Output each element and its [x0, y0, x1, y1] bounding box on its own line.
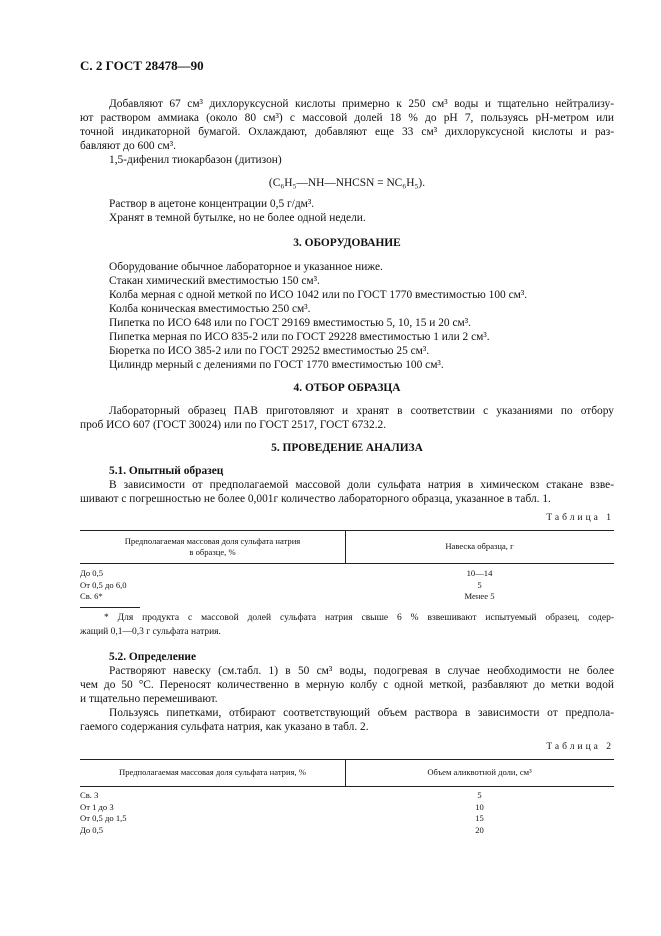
equipment-item: Оборудование обычное лабораторное и указанное ниже. [109, 261, 383, 273]
table-1-range: От 0,5 до 6,0 [80, 579, 127, 590]
table-1-range: Св. 6* [80, 591, 103, 601]
intro-line-1: Добавляют 67 см³ дихлоруксусной кислоты примерно к 250 см³ воды и тщательно нейтрализу- [109, 98, 614, 110]
subsection-5-2-title: 5.2. Определение [109, 651, 197, 663]
table-2-header-rule [80, 786, 614, 787]
table-2-col1-header: Предполагаемая массовая доля сульфата натрия, % [118, 767, 306, 777]
table-2-top-rule [80, 759, 614, 760]
table-1-range: До 0,5 [80, 568, 104, 578]
table-2-range: От 1 до 3 [80, 801, 114, 812]
page-header: С. 2 ГОСТ 28478—90 [80, 58, 204, 73]
table-2-value: 20 [475, 824, 484, 835]
table-1-value: 10—14 [466, 568, 493, 578]
subsection-5-2-line-5: гаемого содержания сульфата натрия, как указано в табл. 2. [80, 721, 369, 733]
subsection-5-1-line-1: В зависимости от предполагаемой массовой доли сульфата натрия в химическом стакане взве- [109, 479, 614, 491]
section-4-title: 4. ОТБОР ОБРАЗЦА [293, 382, 401, 394]
footnote-rule [80, 607, 140, 608]
table-2-col2-header: Объем аликвотной доли, см³ [427, 767, 532, 777]
table-1-caption: Таблица 1 [546, 513, 614, 523]
intro-line-4: бавляют до 600 см³. [80, 140, 176, 152]
table-2-range: Св. 3 [80, 790, 99, 800]
chemical-formula: (C₆H₅—NH—NHCSN = NC₆H₅). [268, 177, 426, 189]
table-1-col2-header: Навеска образца, г [445, 541, 514, 551]
table-1-header-rule [80, 563, 614, 564]
table-1-top-rule [80, 530, 614, 531]
table-2-value: 5 [477, 790, 482, 800]
storage-text: Хранят в темной бутылке, но не более одной недели. [109, 212, 366, 224]
table-1-footnote-line-2: жащий 0,1—0,3 г сульфата натрия. [80, 627, 221, 637]
subsection-5-2-line-4: Пользуясь пипетками, отбирают соответствующий объем раствора в зависимости от предпола- [109, 707, 614, 719]
subsection-5-2-line-2: чем до 50 °С. Переносят количественно в мерную колбу с одной меткой, разбавляют до метки водой [80, 679, 614, 691]
table-2-range: От 0,5 до 1,5 [80, 813, 127, 823]
equipment-item: Пипетка по ИСО 648 или по ГОСТ 29169 вместимостью 5, 10, 15 и 20 см³. [109, 317, 471, 329]
section-5-title: 5. ПРОВЕДЕНИЕ АНАЛИЗА [271, 442, 423, 454]
reagent-name: 1,5-дифенил тиокарбазон (дитизон) [109, 154, 282, 166]
table-1-col1-header-line2: в образце, % [189, 547, 236, 557]
table-1-footnote-line-1: * Для продукта с массовой долей сульфата натрия свыше 6 % взвешивают испытуемый образец, содер- [104, 613, 614, 623]
subsection-5-2-line-3: и тщательно перемешивают. [80, 693, 218, 705]
solution-text: Раствор в ацетоне концентрации 0,5 г/дм³. [109, 198, 315, 210]
table-2-value: 10 [475, 801, 484, 812]
section-3-title: 3. ОБОРУДОВАНИЕ [293, 237, 401, 249]
subsection-5-1-line-2: шивают с погрешностью не более 0,001г количество лабораторного образца, указанное в табл. 1. [80, 493, 551, 505]
intro-line-3: точной индикаторной бумагой. Охлаждают, добавляют еще 33 см³ дихлоруксусной кислоты и раз- [80, 126, 614, 138]
subsection-5-2-line-1: Растворяют навеску (см.табл. 1) в 50 см³ воды, подогревая в случае необходимости не более [109, 665, 614, 677]
equipment-item: Бюретка по ИСО 385-2 или по ГОСТ 29252 вместимостью 25 см³. [109, 345, 430, 357]
table-2-caption: Таблица 2 [546, 742, 614, 752]
equipment-item: Стакан химический вместимостью 150 см³. [109, 275, 320, 287]
table-1-value: Менее 5 [464, 591, 495, 601]
table-1-col1-header-line1: Предполагаемая массовая доля сульфата натрия [124, 536, 301, 546]
table-1-value: 5 [477, 579, 482, 590]
equipment-item: Колба коническая вместимостью 250 см³. [109, 303, 311, 315]
equipment-item: Пипетка мерная по ИСО 835-2 или по ГОСТ 29228 вместимостью 1 или 2 см³. [109, 331, 490, 343]
equipment-item: Колба мерная с одной меткой по ИСО 1042 или по ГОСТ 1770 вместимостью 100 см³. [109, 289, 528, 301]
section-4-line-2: проб ИСО 607 (ГОСТ 30024) или по ГОСТ 2517, ГОСТ 6732.2. [80, 419, 387, 431]
subsection-5-1-title: 5.1. Опытный образец [109, 465, 224, 477]
section-4-line-1: Лабораторный образец ПАВ приготовляют и хранят в соответствии с указаниями по отбору [109, 405, 614, 417]
equipment-item: Цилиндр мерный с делениями по ГОСТ 1770 вместимостью 100 см³. [109, 359, 444, 371]
table-2-value: 15 [475, 813, 484, 823]
table-2-range: До 0,5 [80, 824, 104, 835]
intro-line-2: ют раствором аммиака (около 80 см³) с массовой долей 18 % до pH 7, пользуясь pH-метром или [80, 112, 614, 124]
